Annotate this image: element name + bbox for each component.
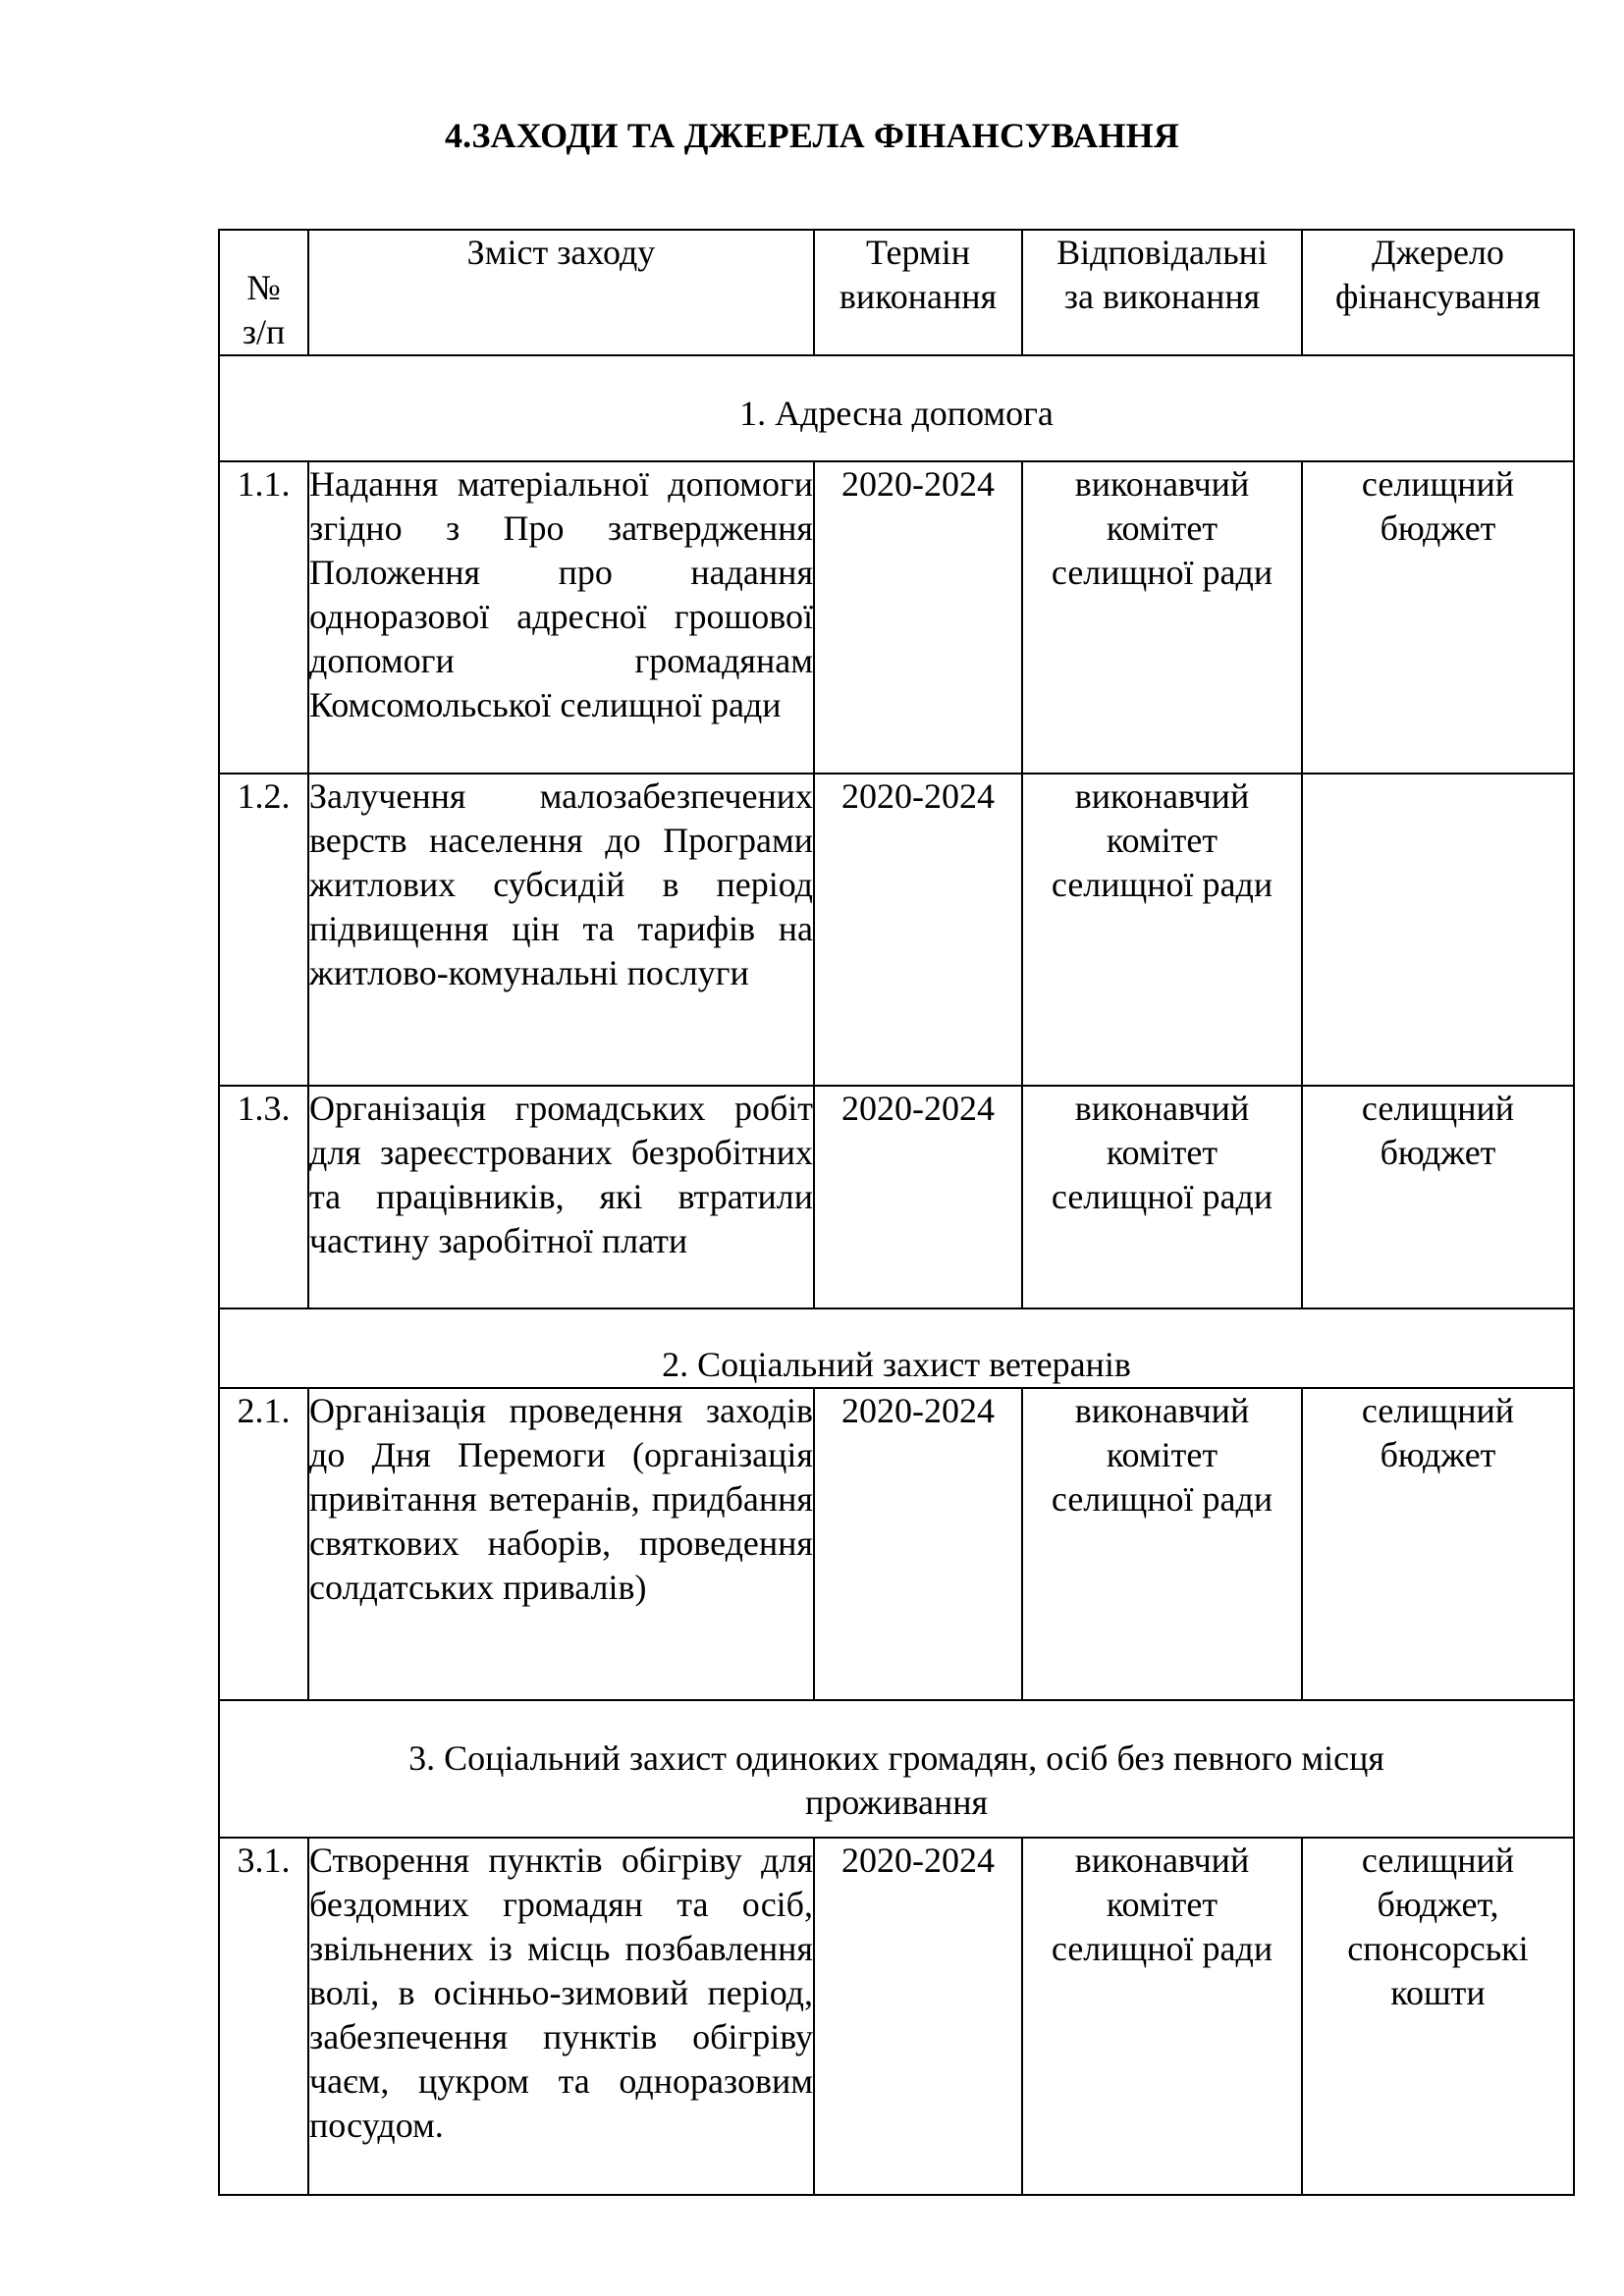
row-term: 2020-2024 [814, 774, 1022, 1086]
row-number: 1.2. [219, 774, 308, 1086]
section-row [219, 1308, 1574, 1388]
table-row [219, 774, 1574, 1086]
row-term: 2020-2024 [814, 1838, 1022, 2195]
row-responsible: виконавчий комітет селищної ради [1022, 1086, 1302, 1308]
section-title [219, 355, 1574, 461]
table-header-row [219, 230, 1574, 355]
row-source: селищний бюджет [1302, 1388, 1574, 1700]
row-content: Створення пунктів обігріву для бездомних громадян та осіб, звільнених із місць позбавлення волі, в осінньо-зимовий період, забезпечення пунктів обігріву чаєм, цукром та одноразовим посудом. [308, 1838, 814, 2195]
row-content: Залучення малозабезпечених верств населення до Програми житлових субсидій в період підвищення цін та тарифів на житлово-комунальні послуги [308, 774, 814, 1086]
row-responsible: виконавчий комітет селищної ради [1022, 461, 1302, 774]
row-term: 2020-2024 [814, 1388, 1022, 1700]
row-term: 2020-2024 [814, 461, 1022, 774]
table-row [219, 1838, 1574, 2195]
section-title [219, 1308, 1574, 1388]
row-source: селищний бюджет [1302, 1086, 1574, 1308]
header-number: № з/п [219, 230, 308, 355]
table-row [219, 461, 1574, 774]
section-row [219, 355, 1574, 461]
section-row [219, 1700, 1574, 1838]
row-number: 3.1. [219, 1838, 308, 2195]
row-number: 2.1. [219, 1388, 308, 1700]
row-number: 1.3. [219, 1086, 308, 1308]
header-term: Термін виконання [814, 230, 1022, 355]
header-responsible: Відповідальні за виконання [1022, 230, 1302, 355]
header-source: Джерело фінансування [1302, 230, 1574, 355]
row-responsible: виконавчий комітет селищної ради [1022, 1838, 1302, 2195]
row-content: Організація проведення заходів до Дня Перемоги (організація привітання ветеранів, придбання святкових наборів, проведення солдатських привалів) [308, 1388, 814, 1700]
section-title-text: 1. Адресна допомога [739, 394, 1054, 433]
section-title-text: 3. Соціальний захист одиноких громадян, осіб без певного місця проживання [408, 1738, 1384, 1822]
row-responsible: виконавчий комітет селищної ради [1022, 774, 1302, 1086]
table-row [219, 1388, 1574, 1700]
measures-table [218, 229, 1575, 2196]
row-term: 2020-2024 [814, 1086, 1022, 1308]
page-title: 4.ЗАХОДИ ТА ДЖЕРЕЛА ФІНАНСУВАННЯ [444, 116, 1180, 155]
row-source [1302, 774, 1574, 1086]
row-source: селищний бюджет [1302, 461, 1574, 774]
header-content: Зміст заходу [308, 230, 814, 355]
row-number: 1.1. [219, 461, 308, 774]
row-content: Організація громадських робіт для зареєстрованих безробітних та працівників, які втратили частину заробітної плати [308, 1086, 814, 1308]
row-source: селищний бюджет, спонсорські кошти [1302, 1838, 1574, 2195]
row-responsible: виконавчий комітет селищної ради [1022, 1388, 1302, 1700]
table-row [219, 1086, 1574, 1308]
section-title [219, 1700, 1574, 1838]
section-title-text: 2. Соціальний захист ветеранів [662, 1345, 1131, 1384]
row-content: Надання матеріальної допомоги згідно з Про затвердження Положення про надання одноразової адресної грошової допомоги громадянам Комсомольської селищної ради [308, 461, 814, 774]
